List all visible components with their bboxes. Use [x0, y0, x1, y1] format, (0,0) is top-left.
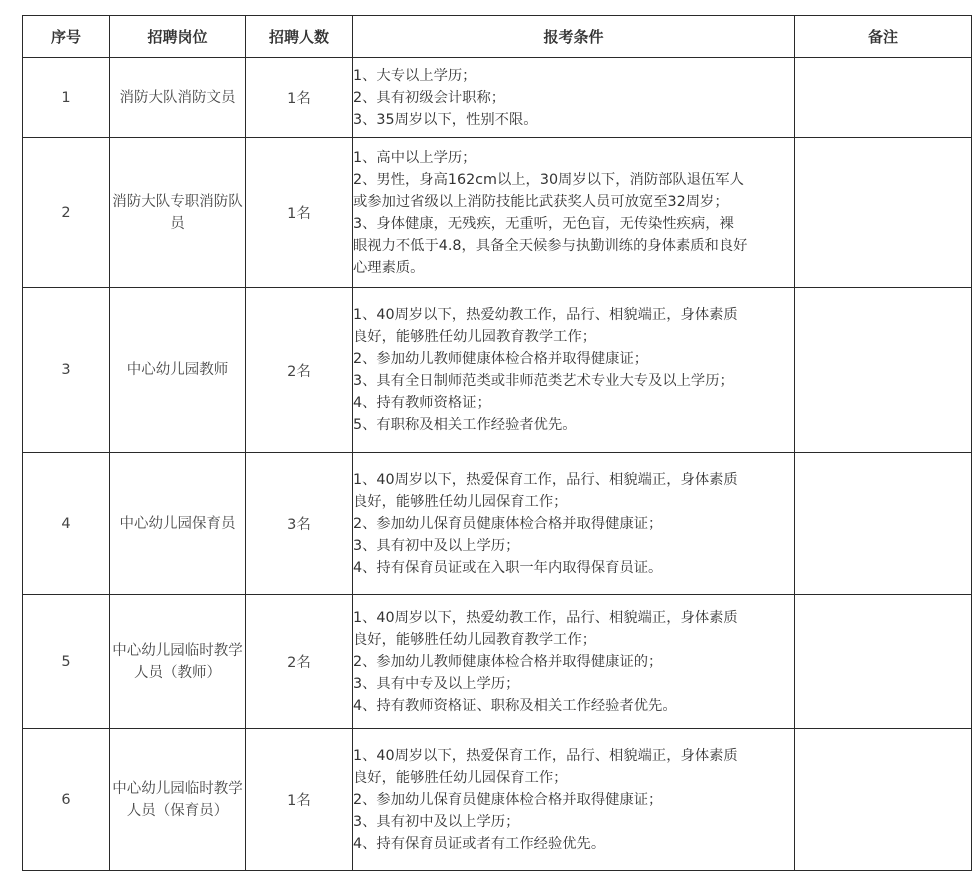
- row-requirements: [353, 58, 795, 138]
- requirement-line: 4、持有教师资格证；: [353, 395, 491, 411]
- requirement-line: 5、有职称及相关工作经验者优先。: [353, 417, 577, 433]
- requirement-line: 良好，能够胜任幼儿园教育教学工作；: [353, 631, 597, 648]
- row-position: 消防大队专职消防队员: [110, 138, 246, 288]
- requirement-line: 2、男性，身高162cm以上，30周岁以下，消防部队退伍军人: [353, 171, 744, 188]
- header-requirements: 报考条件: [353, 16, 795, 58]
- recruitment-table: [22, 15, 972, 871]
- row-notes: [795, 453, 972, 595]
- row-no: 2: [23, 138, 110, 288]
- row-position: 中心幼儿园保育员: [110, 453, 246, 595]
- requirement-line: 3、具有初中及以上学历；: [353, 537, 520, 554]
- table-row: [23, 729, 972, 871]
- requirement-line: 3、35周岁以下，性别不限。: [353, 111, 538, 128]
- requirement-line: 1、40周岁以下，热爱幼教工作，品行、相貌端正，身体素质: [353, 609, 738, 626]
- row-no: 4: [23, 453, 110, 595]
- row-count: 2名: [246, 595, 353, 729]
- row-count: 1名: [246, 138, 353, 288]
- row-count: 1名: [246, 729, 353, 871]
- requirement-line: 1、40周岁以下，热爱幼教工作，品行、相貌端正，身体素质: [353, 307, 738, 323]
- row-position: 中心幼儿园临时教学人员（保育员）: [110, 729, 246, 871]
- requirement-line: 1、大专以上学历；: [353, 67, 477, 84]
- requirement-line: 2、具有初级会计职称；: [353, 89, 506, 106]
- requirement-line: 2、参加幼儿保育员健康体检合格并取得健康证；: [353, 791, 663, 808]
- row-count: 2名: [246, 288, 353, 453]
- row-notes: [795, 595, 972, 729]
- row-position: 中心幼儿园教师: [110, 288, 246, 453]
- requirement-line: 3、具有中专及以上学历；: [353, 675, 520, 692]
- requirement-line: 2、参加幼儿保育员健康体检合格并取得健康证；: [353, 515, 663, 532]
- row-count: 1名: [246, 58, 353, 138]
- row-requirements: [353, 595, 795, 729]
- table-row: [23, 58, 972, 138]
- requirement-line: 1、高中以上学历；: [353, 149, 477, 166]
- requirement-line: 4、持有保育员证或在入职一年内取得保育员证。: [353, 559, 663, 576]
- requirement-line: 4、持有保育员证或者有工作经验优先。: [353, 835, 606, 852]
- row-no: 5: [23, 595, 110, 729]
- header-position: 招聘岗位: [110, 16, 246, 58]
- row-position: 中心幼儿园临时教学人员（教师）: [110, 595, 246, 729]
- requirement-line: 心理素质。: [353, 259, 425, 276]
- requirement-line: 1、40周岁以下，热爱保育工作，品行、相貌端正，身体素质: [353, 747, 738, 764]
- row-notes: [795, 58, 972, 138]
- table-row: [23, 595, 972, 729]
- row-position: 消防大队消防文员: [110, 58, 246, 138]
- header-count: 招聘人数: [246, 16, 353, 58]
- row-notes: [795, 288, 972, 453]
- table-row: [23, 138, 972, 288]
- requirement-line: 良好，能够胜任幼儿园教育教学工作；: [353, 329, 597, 345]
- row-requirements: [353, 138, 795, 288]
- header-row: [23, 16, 972, 58]
- requirement-line: 3、身体健康，无残疾，无重听，无色盲，无传染性疾病，裸: [353, 215, 734, 232]
- table-row: [23, 453, 972, 595]
- requirement-line: 良好，能够胜任幼儿园保育工作；: [353, 769, 568, 786]
- row-no: 6: [23, 729, 110, 871]
- table-header: [23, 16, 972, 58]
- row-count: 3名: [246, 453, 353, 595]
- row-requirements: [353, 729, 795, 871]
- row-notes: [795, 729, 972, 871]
- requirement-line: 2、参加幼儿教师健康体检合格并取得健康证的；: [353, 653, 663, 670]
- header-notes: 备注: [795, 16, 972, 58]
- requirement-line: 4、持有教师资格证、职称及相关工作经验者优先。: [353, 697, 677, 714]
- requirement-line: 3、具有全日制师范类或非师范类艺术专业大专及以上学历；: [353, 373, 734, 389]
- requirement-line: 或参加过省级以上消防技能比武获奖人员可放宽至32周岁；: [353, 193, 729, 210]
- requirement-line: 良好，能够胜任幼儿园保育工作；: [353, 493, 568, 510]
- requirement-line: 眼视力不低于4.8，具备全天候参与执勤训练的身体素质和良好: [353, 237, 748, 254]
- row-notes: [795, 138, 972, 288]
- requirement-line: 1、40周岁以下，热爱保育工作，品行、相貌端正，身体素质: [353, 471, 738, 488]
- header-no: 序号: [23, 16, 110, 58]
- row-no: 3: [23, 288, 110, 453]
- row-requirements: [353, 288, 795, 453]
- requirement-line: 3、具有初中及以上学历；: [353, 813, 520, 830]
- row-no: 1: [23, 58, 110, 138]
- requirement-line: 2、参加幼儿教师健康体检合格并取得健康证；: [353, 351, 649, 367]
- table-row: [23, 288, 972, 453]
- row-requirements: [353, 453, 795, 595]
